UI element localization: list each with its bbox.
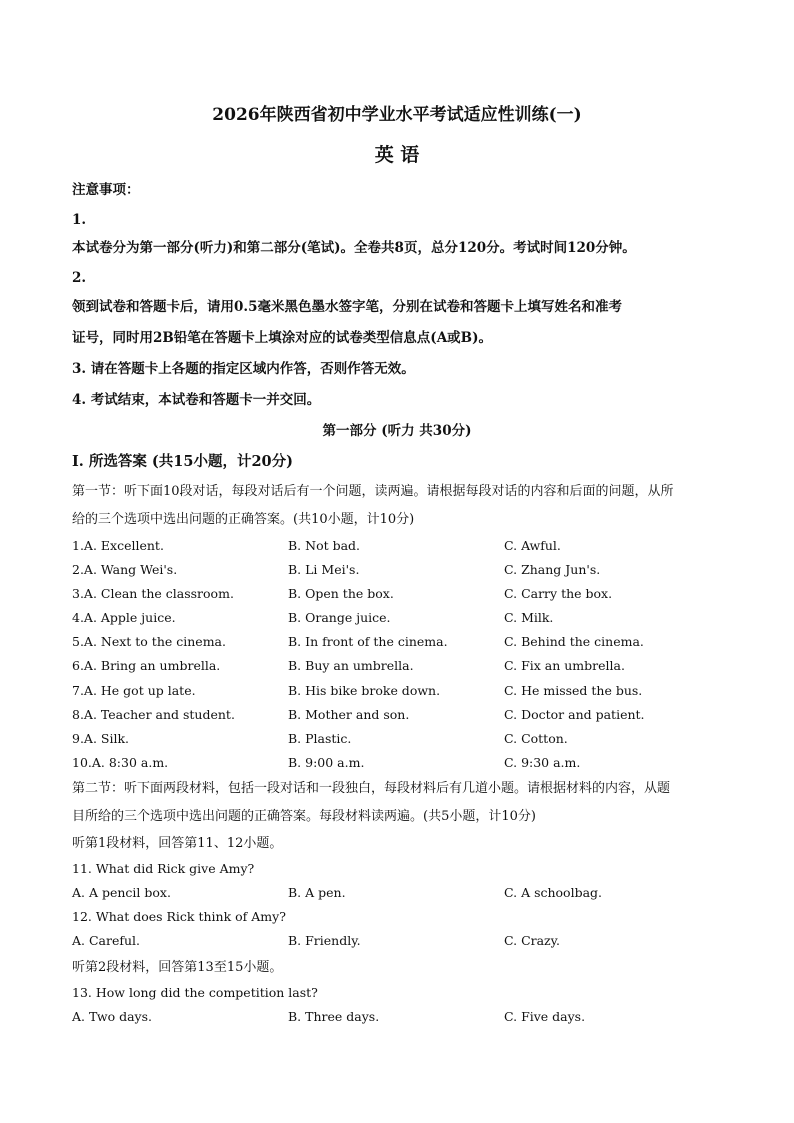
- option-a: 7.A. He got up late.: [72, 683, 196, 698]
- note-3: 3. 请在答题卡上各题的指定区域内作答，否则作答无效。: [72, 361, 415, 377]
- question-row: [72, 536, 732, 556]
- option-a: 8.A. Teacher and student.: [72, 707, 235, 722]
- option-b: B. Three days.: [288, 1009, 380, 1024]
- option-a: 5.A. Next to the cinema.: [72, 634, 226, 649]
- question-13: 13. How long did the competition last?: [72, 985, 318, 1000]
- question-row: [72, 753, 732, 773]
- question-row: [72, 681, 732, 701]
- question-row: [72, 729, 732, 749]
- option-b: B. In front of the cinema.: [288, 634, 448, 649]
- option-c: C. Cotton.: [504, 731, 568, 746]
- exam-title: 2026年陕西省初中学业水平考试适应性训练(一): [212, 105, 582, 125]
- note-2-text-line2: 证号，同时用2B铅笔在答题卡上填涂对应的试卷类型信息点(A或B)。: [72, 330, 492, 346]
- question-row: [72, 705, 732, 725]
- option-c: C. Awful.: [504, 538, 561, 553]
- question-13-options: [72, 1007, 732, 1027]
- option-c: C. Milk.: [504, 610, 554, 625]
- option-a: A. Careful.: [72, 933, 141, 948]
- option-c: C. Doctor and patient.: [504, 707, 645, 722]
- note-1-number: 1.: [72, 212, 87, 228]
- option-c: C. Five days.: [504, 1009, 586, 1024]
- option-b: B. Li Mei's.: [288, 562, 360, 577]
- option-a: 10.A. 8:30 a.m.: [72, 755, 169, 770]
- option-b: B. Not bad.: [288, 538, 361, 553]
- sub2-instruction-line1: 第二节：听下面两段材料，包括一段对话和一段独白，每段材料后有几道小题。请根据材料的内容，从题: [72, 781, 671, 796]
- question-row: [72, 656, 732, 676]
- material-1-instruction: 听第1段材料，回答第11、12小题。: [72, 836, 283, 851]
- option-a: 4.A. Apple juice.: [72, 610, 176, 625]
- option-b: B. Mother and son.: [288, 707, 410, 722]
- option-b: B. Buy an umbrella.: [288, 658, 414, 673]
- question-12-options: [72, 931, 732, 951]
- option-a: 9.A. Silk.: [72, 731, 130, 746]
- section1-heading: Ⅰ. 所选答案 (共15小题，计20分): [72, 453, 294, 470]
- question-row: [72, 632, 732, 652]
- option-a: 2.A. Wang Wei's.: [72, 562, 178, 577]
- option-b: B. His bike broke down.: [288, 683, 441, 698]
- option-b: B. Open the box.: [288, 586, 394, 601]
- option-a: A. A pencil box.: [72, 885, 171, 900]
- notes-heading: 注意事项：: [72, 182, 140, 198]
- material-2-instruction: 听第2段材料，回答第13至15小题。: [72, 960, 283, 975]
- question-row: [72, 608, 732, 628]
- sub1-instruction-line1: 第一节：听下面10段对话，每段对话后有一个问题，读两遍。请根据每段对话的内容和后面的问题，从所: [72, 484, 674, 499]
- option-a: A. Two days.: [72, 1009, 152, 1024]
- option-a: 1.A. Excellent.: [72, 538, 164, 553]
- note-2-number: 2.: [72, 270, 87, 286]
- option-b: B. 9:00 a.m.: [288, 755, 365, 770]
- option-b: B. Friendly.: [288, 933, 361, 948]
- note-1-text: 本试卷分为第一部分(听力)和第二部分(笔试)。全卷共8页，总分120分。考试时间120分钟。: [72, 240, 636, 256]
- option-a: 6.A. Bring an umbrella.: [72, 658, 221, 673]
- sub2-instruction-line2: 目所给的三个选项中选出问题的正确答案。每段材料读两遍。(共5小题，计10分): [72, 809, 536, 824]
- option-c: C. He missed the bus.: [504, 683, 643, 698]
- option-b: B. Orange juice.: [288, 610, 391, 625]
- sub1-instruction-line2: 给的三个选项中选出问题的正确答案。(共10小题，计10分): [72, 512, 415, 527]
- part1-heading: 第一部分 (听力 共30分): [322, 423, 472, 439]
- question-11: 11. What did Rick give Amy?: [72, 861, 255, 876]
- question-12: 12. What does Rick think of Amy?: [72, 909, 286, 924]
- subject-title: 英 语: [374, 144, 420, 166]
- question-row: [72, 584, 732, 604]
- option-c: C. 9:30 a.m.: [504, 755, 581, 770]
- question-11-options: [72, 883, 732, 903]
- option-c: C. A schoolbag.: [504, 885, 603, 900]
- question-row: [72, 560, 732, 580]
- option-c: C. Behind the cinema.: [504, 634, 644, 649]
- option-b: B. Plastic.: [288, 731, 352, 746]
- note-2-text-line1: 领到试卷和答题卡后，请用0.5毫米黑色墨水签字笔，分别在试卷和答题卡上填写姓名和准考: [72, 299, 622, 315]
- option-b: B. A pen.: [288, 885, 346, 900]
- option-c: C. Carry the box.: [504, 586, 613, 601]
- note-4: 4. 考试结束，本试卷和答题卡一并交回。: [72, 392, 321, 408]
- option-c: C. Fix an umbrella.: [504, 658, 625, 673]
- option-c: C. Zhang Jun's.: [504, 562, 601, 577]
- option-a: 3.A. Clean the classroom.: [72, 586, 234, 601]
- option-c: C. Crazy.: [504, 933, 561, 948]
